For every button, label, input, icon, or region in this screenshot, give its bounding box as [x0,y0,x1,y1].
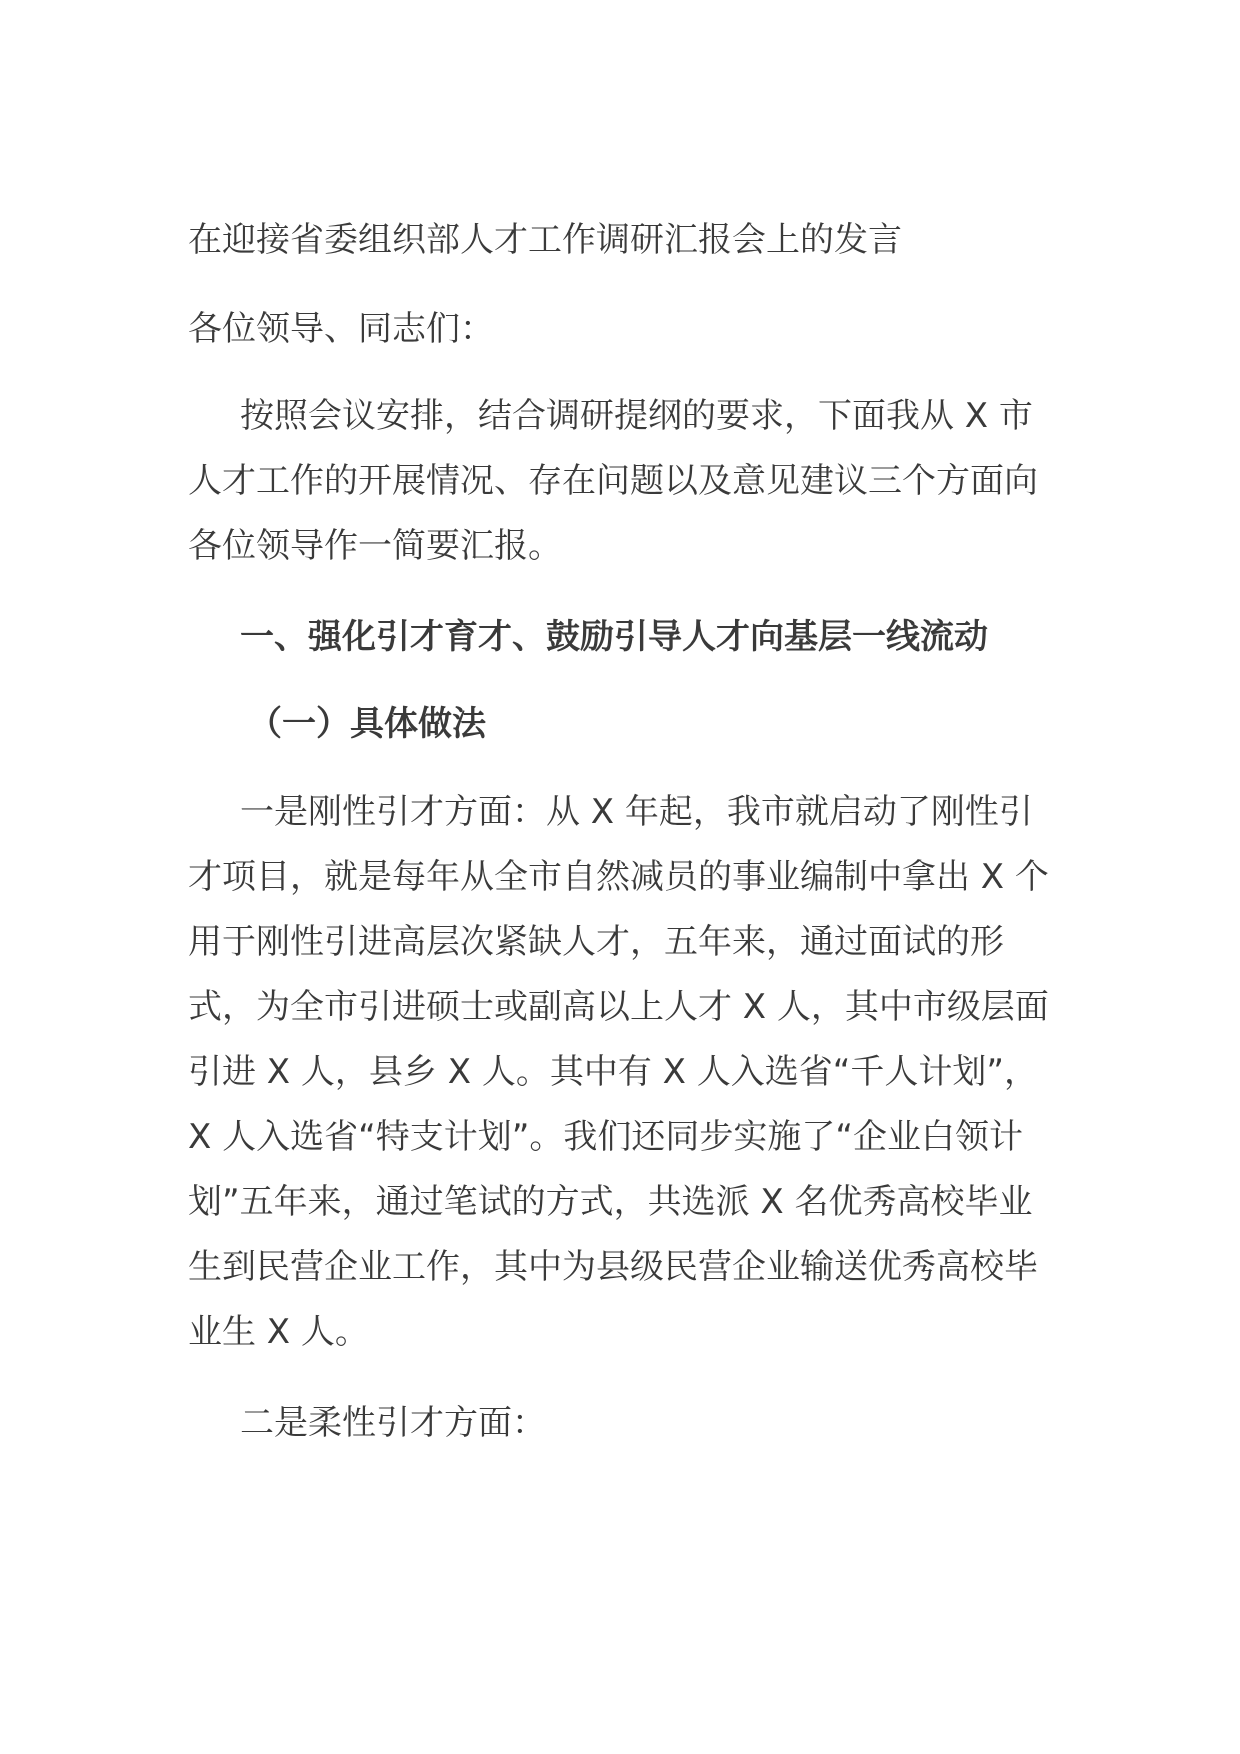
intro-paragraph: 按照会议安排，结合调研提纲的要求，下面我从 X 市人才工作的开展情况、存在问题以及意见建议三个方面向各位领导作一简要汇报。 [188,396,1038,566]
section-heading: 一、强化引才育才、鼓励引导人才向基层一线流动 [240,617,988,657]
salutation: 各位领导、同志们： [188,309,494,349]
document-title: 在迎接省委组织部人才工作调研汇报会上的发言 [188,220,902,260]
body-paragraph: 二是柔性引才方面： [240,1403,546,1443]
body-paragraph: 一是刚性引才方面：从 X 年起，我市就启动了刚性引才项目，就是每年从全市自然减员的事业编制中拿出 X 个用于刚性引进高层次紧缺人才，五年来，通过面试的形式，为全市引进硕士或副高以上人才 X 人，其中市级层面引进 X 人，县乡 X 人。其中有 X 人入选省“千人计划”，X 人入选省“特支计划”。我们还同步实施了“企业白领计划”五年来，通过笔试的方式，共选派 X 名优秀高校毕业生到民营企业工作，其中为县级民营企业输送优秀高校毕业生 X 人。 [188,792,1049,1352]
subsection-heading: （一）具体做法 [248,704,486,744]
